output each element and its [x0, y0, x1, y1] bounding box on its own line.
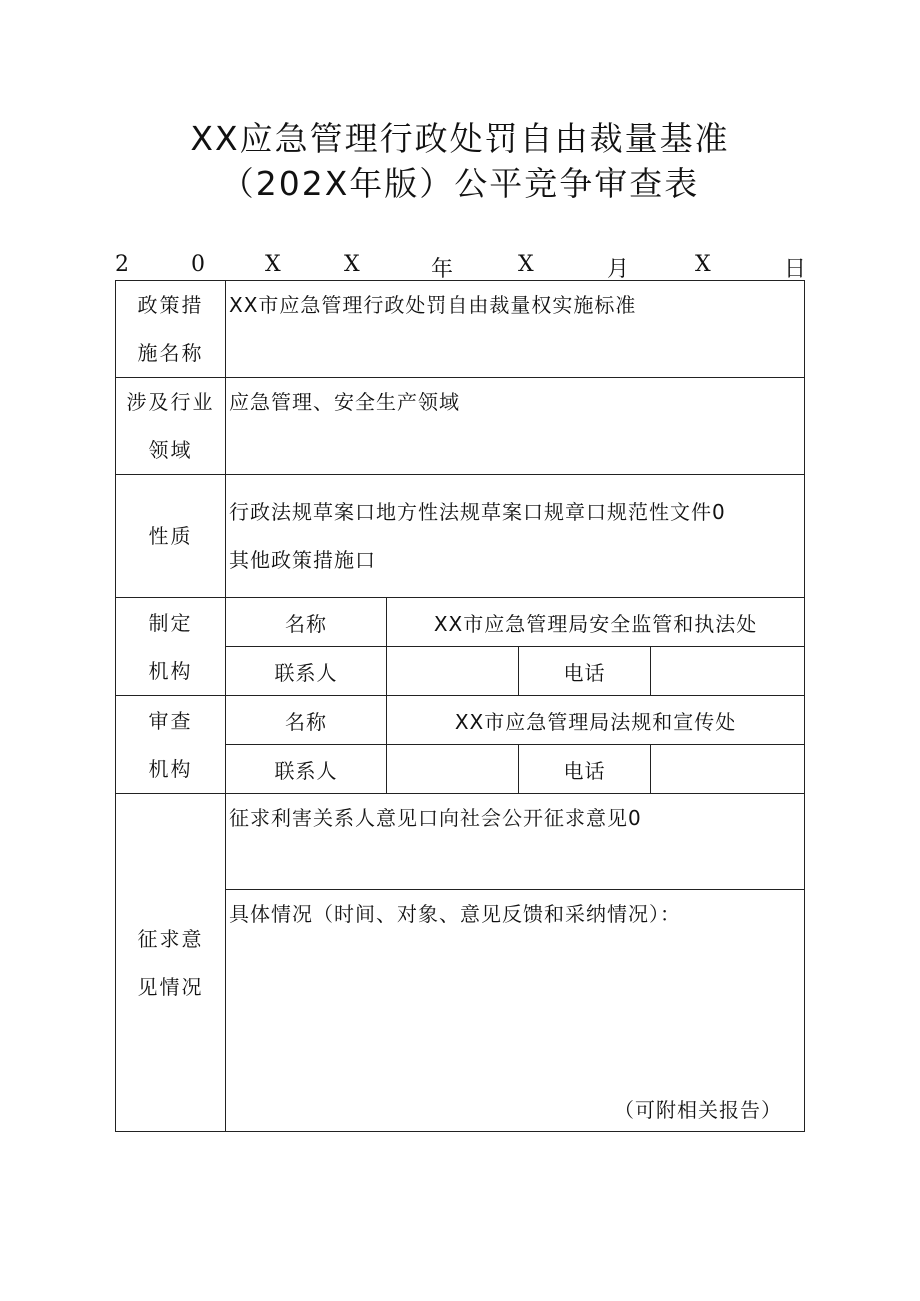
- row-formulating-agency-name: [116, 598, 805, 647]
- formulating-contact-value: [387, 647, 519, 696]
- nature-label: 性质: [116, 475, 226, 598]
- date-char: X: [344, 252, 360, 277]
- industry-label: 涉及行业 领域: [116, 378, 226, 475]
- policy-name-label: 政策措 施名称: [116, 281, 226, 378]
- review-agency-label: 审查 机构: [116, 696, 226, 794]
- date-char: 0: [191, 252, 205, 277]
- policy-name-value: XX市应急管理行政处罚自由裁量权实施标准: [226, 281, 805, 378]
- consultation-details: [226, 890, 805, 1132]
- nature-options-line2: 其他政策措施口: [229, 548, 376, 572]
- consultation-details-label: 具体情况（时间、对象、意见反馈和采纳情况）：: [229, 902, 681, 926]
- date-char: 2: [115, 252, 129, 277]
- nature-options-line1: 行政法规草案口地方性法规草案口规章口规范性文件0: [229, 500, 726, 524]
- review-name-value: XX市应急管理局法规和宣传处: [387, 696, 805, 745]
- industry-value: 应急管理、安全生产领域: [226, 378, 805, 475]
- formulating-name-value: XX市应急管理局安全监管和执法处: [387, 598, 805, 647]
- date-char: 月: [607, 257, 630, 282]
- date-char: X: [265, 252, 281, 277]
- review-phone-label: 电话: [519, 745, 651, 794]
- date-line: [115, 252, 805, 280]
- date-char: X: [695, 252, 711, 277]
- review-contact-label: 联系人: [226, 745, 387, 794]
- review-contact-value: [387, 745, 519, 794]
- row-review-agency-name: [116, 696, 805, 745]
- consultation-method: 征求利害关系人意见口向社会公开征求意见0: [226, 794, 805, 890]
- row-nature: [116, 475, 805, 598]
- formulating-phone-label: 电话: [519, 647, 651, 696]
- row-consultation-method: [116, 794, 805, 890]
- document-title-line2: （202X年版）公平竞争审查表: [220, 164, 700, 203]
- document-title-line1: XX应急管理行政处罚自由裁量基准: [190, 119, 730, 158]
- review-name-label: 名称: [226, 696, 387, 745]
- review-form-table: [115, 280, 805, 1132]
- date-char: 日: [784, 257, 807, 282]
- formulating-contact-label: 联系人: [226, 647, 387, 696]
- row-industry: [116, 378, 805, 475]
- consultation-label: 征求意 见情况: [116, 794, 226, 1132]
- attachment-note: （可附相关报告）: [614, 1098, 783, 1122]
- review-phone-value: [651, 745, 805, 794]
- formulating-agency-label: 制定 机构: [116, 598, 226, 696]
- nature-options: [226, 475, 805, 598]
- formulating-phone-value: [651, 647, 805, 696]
- row-policy-name: [116, 281, 805, 378]
- date-char: X: [518, 252, 534, 277]
- formulating-name-label: 名称: [226, 598, 387, 647]
- date-char: 年: [431, 257, 454, 282]
